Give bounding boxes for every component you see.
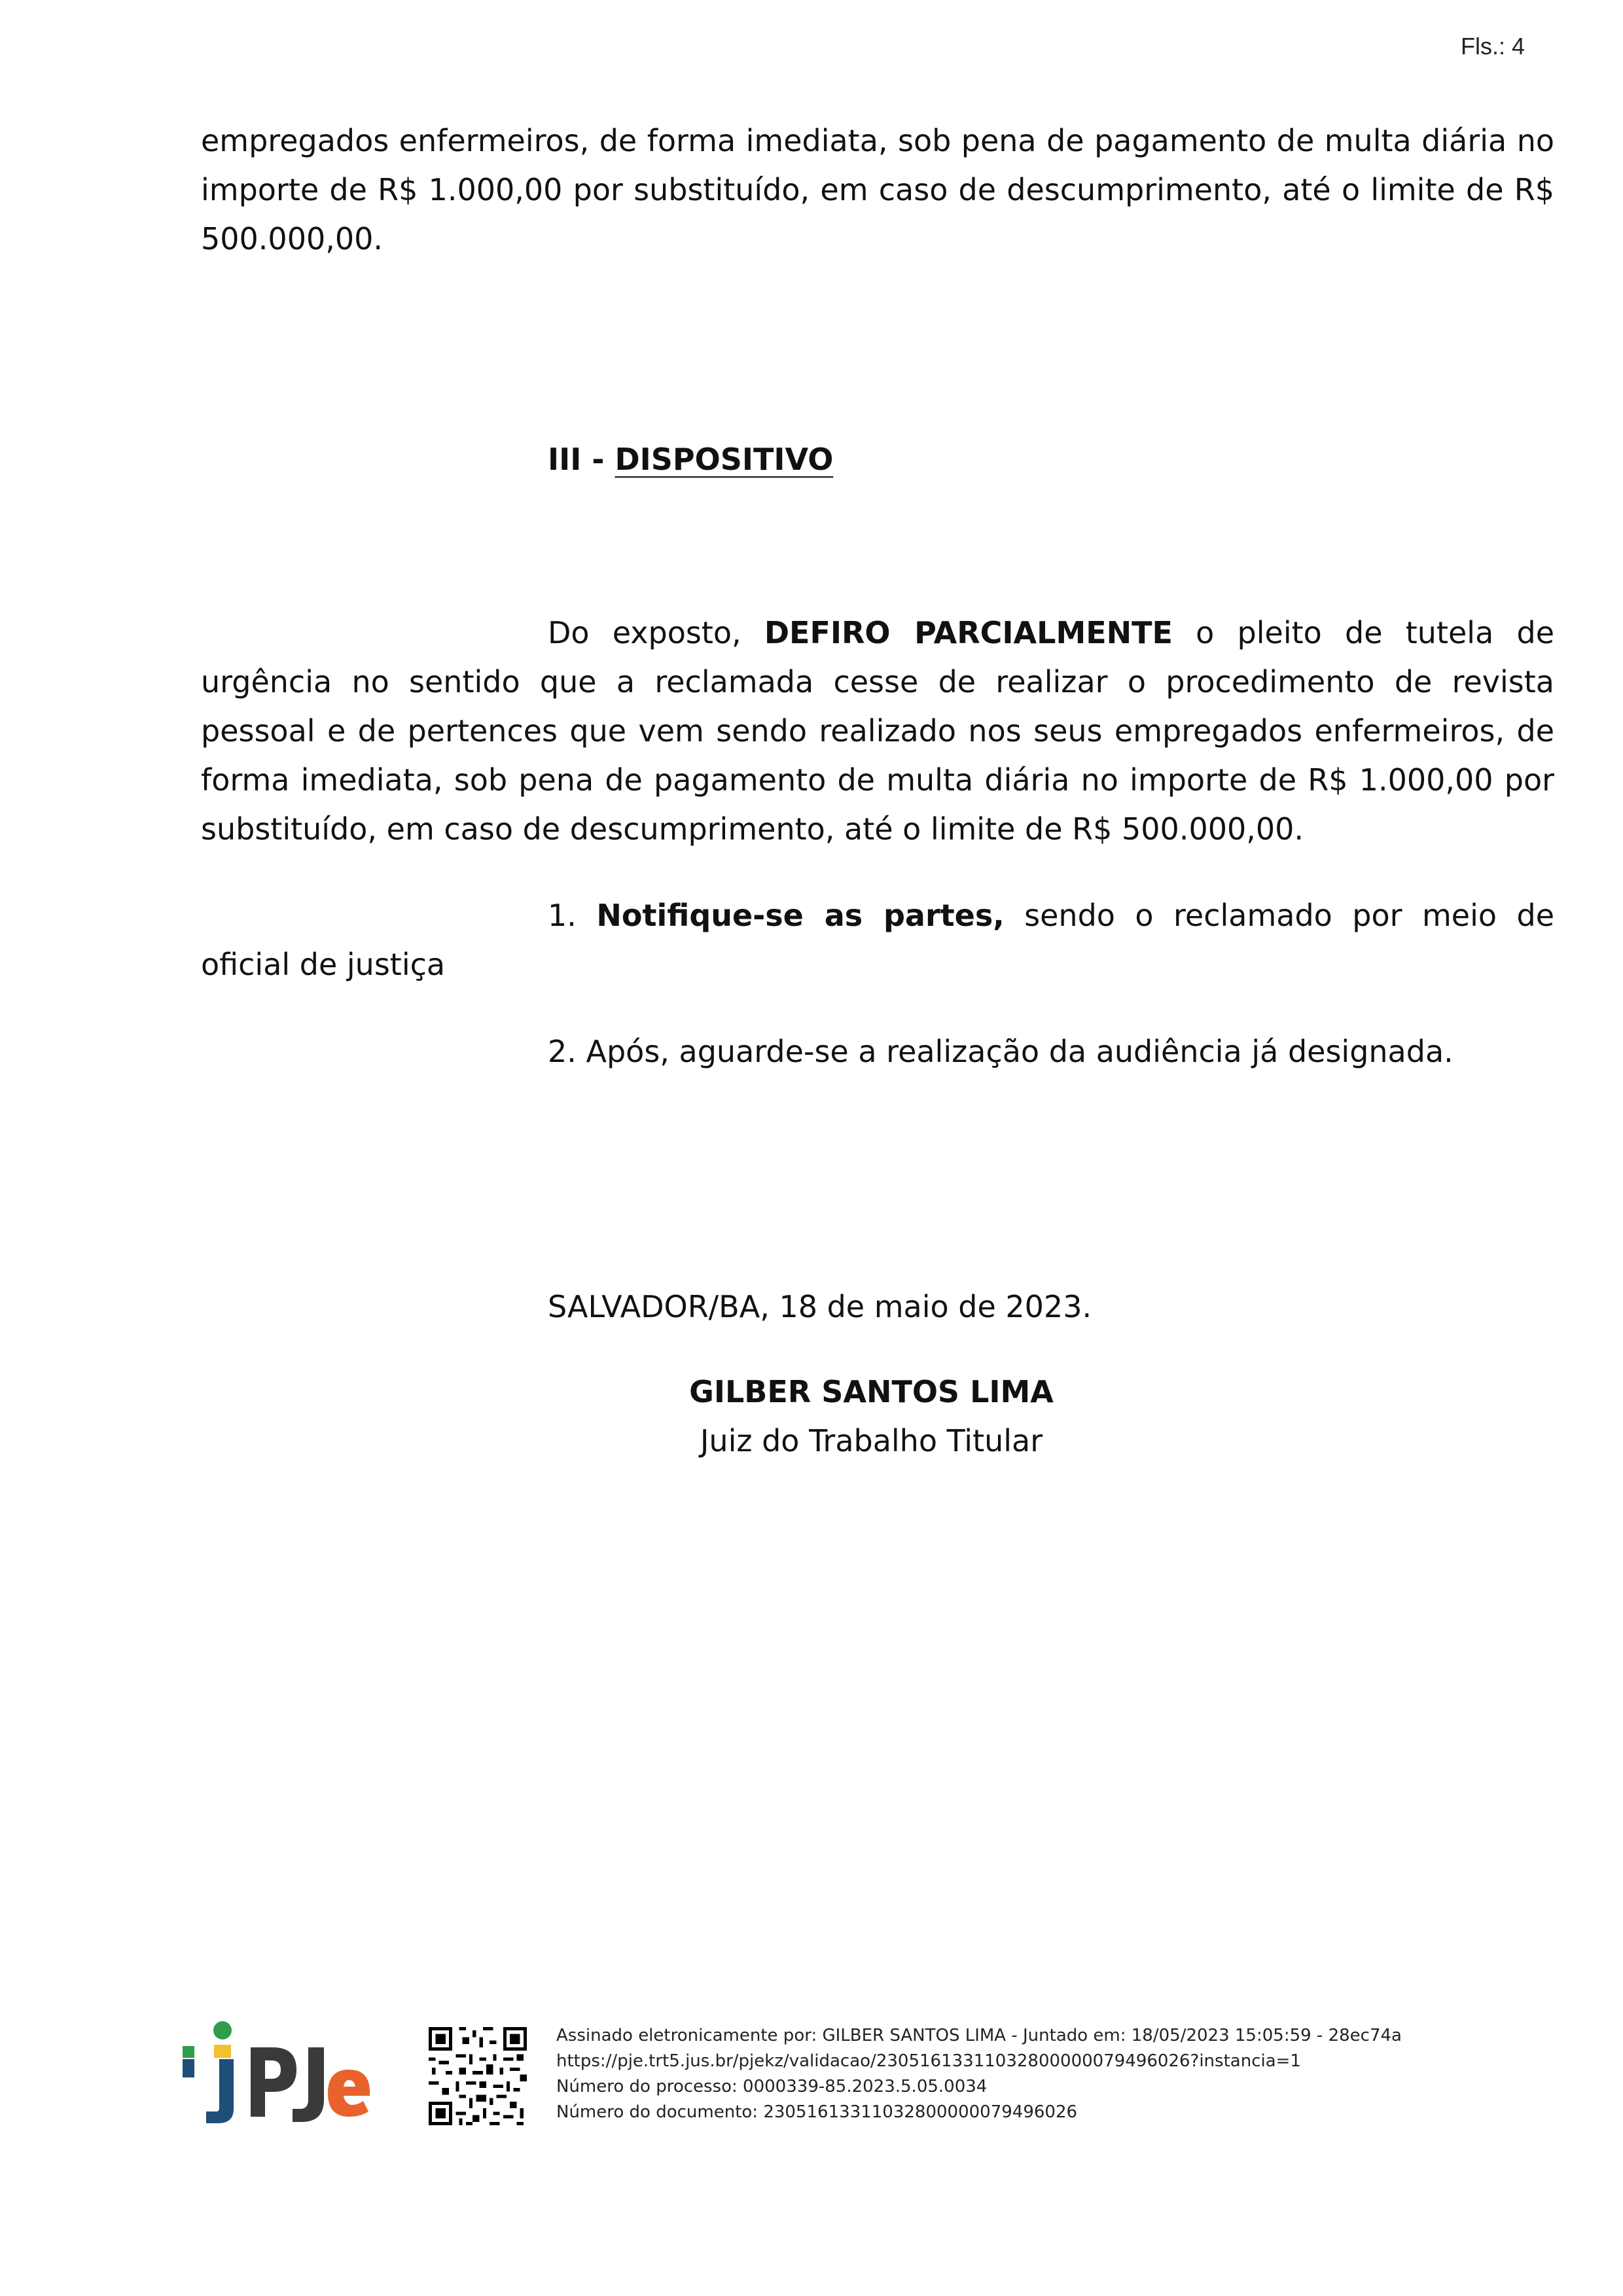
item-2-number: 2. bbox=[548, 1034, 586, 1069]
item-1-number: 1. bbox=[548, 898, 597, 933]
qr-code-icon bbox=[429, 2027, 527, 2125]
signer-name: GILBER SANTOS LIMA bbox=[689, 1374, 1054, 1409]
signer-role: Juiz do Trabalho Titular bbox=[700, 1423, 1043, 1458]
section-title: DISPOSITIVO bbox=[615, 442, 834, 477]
place-date: SALVADOR/BA, 18 de maio de 2023. bbox=[548, 1289, 1092, 1324]
item-1-bold: Notifique-se as partes, bbox=[596, 898, 1005, 933]
document-number: Número do documento: 23051613311032800000079496026 bbox=[556, 2102, 1078, 2122]
disposal-lead: Do exposto, bbox=[548, 615, 764, 650]
signer-block bbox=[0, 1368, 1623, 1466]
section-heading bbox=[548, 435, 833, 484]
disposal-bold: DEFIRO PARCIALMENTE bbox=[764, 615, 1173, 650]
intro-paragraph: empregados enfermeiros, de forma imediata, sob pena de pagamento de multa diária no importe de R$ 1.000,00 por substituído, em caso de descumprimento, até o limite de R$ 500.000,00. bbox=[201, 123, 1554, 256]
disposal-rest: o pleito de tutela de urgência no sentido que a reclamada cesse de realizar o procedimento de revista pessoal e de pertences que vem sendo realizado nos seus empregados enfermeiros, de forma imediata, sob pena de pagamento de multa diária no importe de R$ 1.000,00 por substituído, em caso de descumprimento, até o limite de R$ 500.000,00. bbox=[201, 615, 1554, 847]
item-2 bbox=[548, 1027, 1454, 1076]
validation-url: https://pje.trt5.jus.br/pjekz/validacao/23051613311032800000079496026?instancia=1 bbox=[556, 2051, 1301, 2071]
item-2-text: Após, aguarde-se a realização da audiência já designada. bbox=[586, 1034, 1454, 1069]
item-1-text: sendo o reclamado por meio de oficial de justiça bbox=[201, 898, 1554, 982]
signature-info bbox=[556, 2023, 1402, 2125]
signed-by-line: Assinado eletronicamente por: GILBER SANTOS LIMA - Juntado em: 18/05/2023 15:05:59 - 28ec74a bbox=[556, 2026, 1402, 2045]
process-number: Número do processo: 0000339-85.2023.5.05.0034 bbox=[556, 2077, 988, 2096]
pje-logo-icon bbox=[180, 2019, 370, 2130]
section-prefix: III - bbox=[548, 442, 615, 477]
disposal-paragraph bbox=[201, 609, 1554, 854]
page-number: Fls.: 4 bbox=[1460, 33, 1525, 60]
item-1 bbox=[201, 891, 1554, 989]
